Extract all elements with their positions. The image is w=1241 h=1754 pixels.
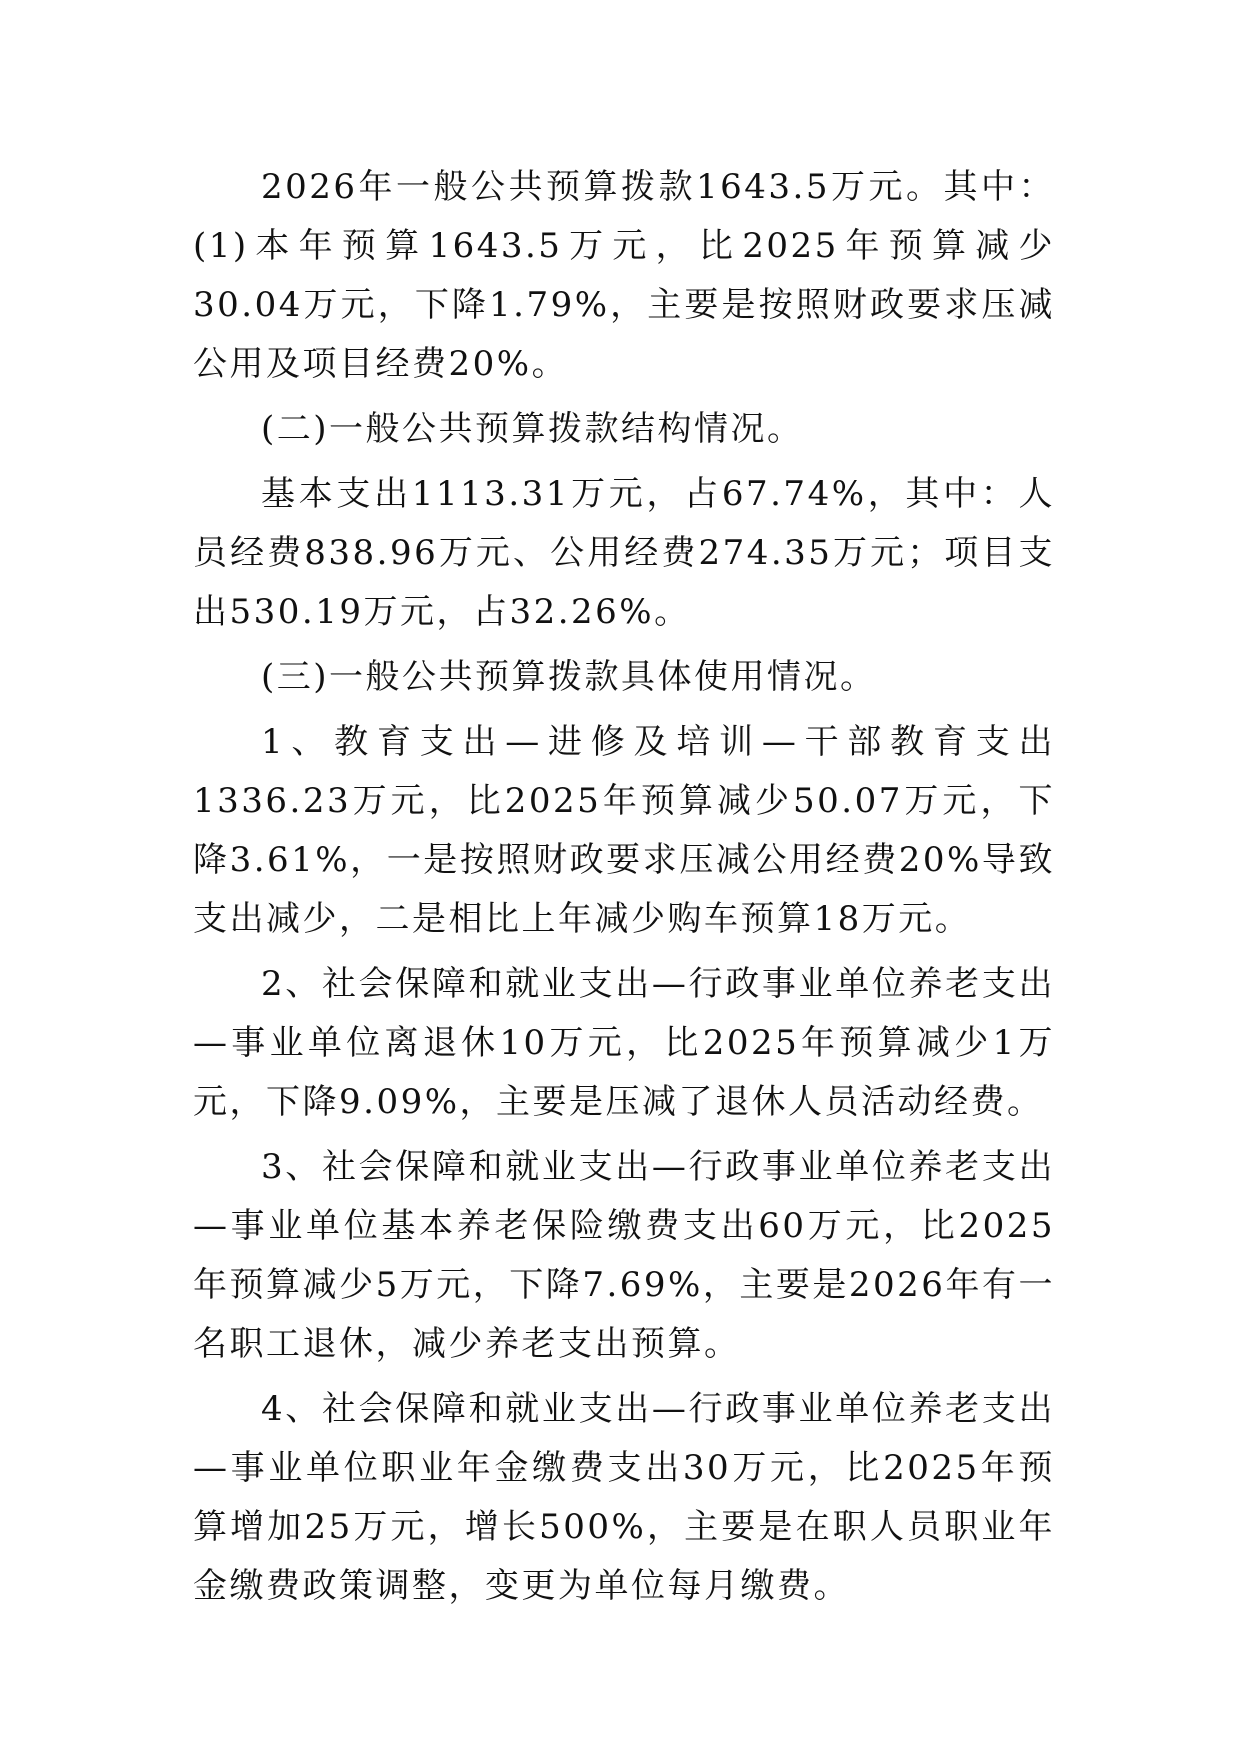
document-body xyxy=(193,158,1055,1616)
paragraph-structure: 基本支出1113.31万元，占67.74%，其中：人员经费838.96万元、公用经费274.35万元；项目支出530.19万元，占32.26%。 xyxy=(193,474,1055,632)
paragraph-retirement: 2、社会保障和就业支出—行政事业单位养老支出—事业单位离退休10万元，比2025年预算减少1万元，下降9.09%，主要是压减了退休人员活动经费。 xyxy=(193,964,1055,1122)
section-heading-structure: (二)一般公共预算拨款结构情况。 xyxy=(261,409,804,449)
section-heading-usage: (三)一般公共预算拨款具体使用情况。 xyxy=(261,657,877,697)
paragraph-education: 1、教育支出—进修及培训—干部教育支出1336.23万元，比2025年预算减少50.07万元，下降3.61%，一是按照财政要求压减公用经费20%导致支出减少，二是相比上年减少购车预算18万元。 xyxy=(193,722,1055,939)
paragraph-budget-total: 2026年一般公共预算拨款1643.5万元。其中：(1)本年预算1643.5万元，比2025年预算减少30.04万元，下降1.79%，主要是按照财政要求压减公用及项目经费20%。 xyxy=(193,167,1055,384)
paragraph-occupational-annuity: 4、社会保障和就业支出—行政事业单位养老支出—事业单位职业年金缴费支出30万元，比2025年预算增加25万元，增长500%，主要是在职人员职业年金缴费政策调整，变更为单位每月缴费。 xyxy=(193,1389,1055,1606)
paragraph-pension-insurance: 3、社会保障和就业支出—行政事业单位养老支出—事业单位基本养老保险缴费支出60万元，比2025年预算减少5万元，下降7.69%，主要是2026年有一名职工退休，减少养老支出预算。 xyxy=(193,1147,1055,1364)
